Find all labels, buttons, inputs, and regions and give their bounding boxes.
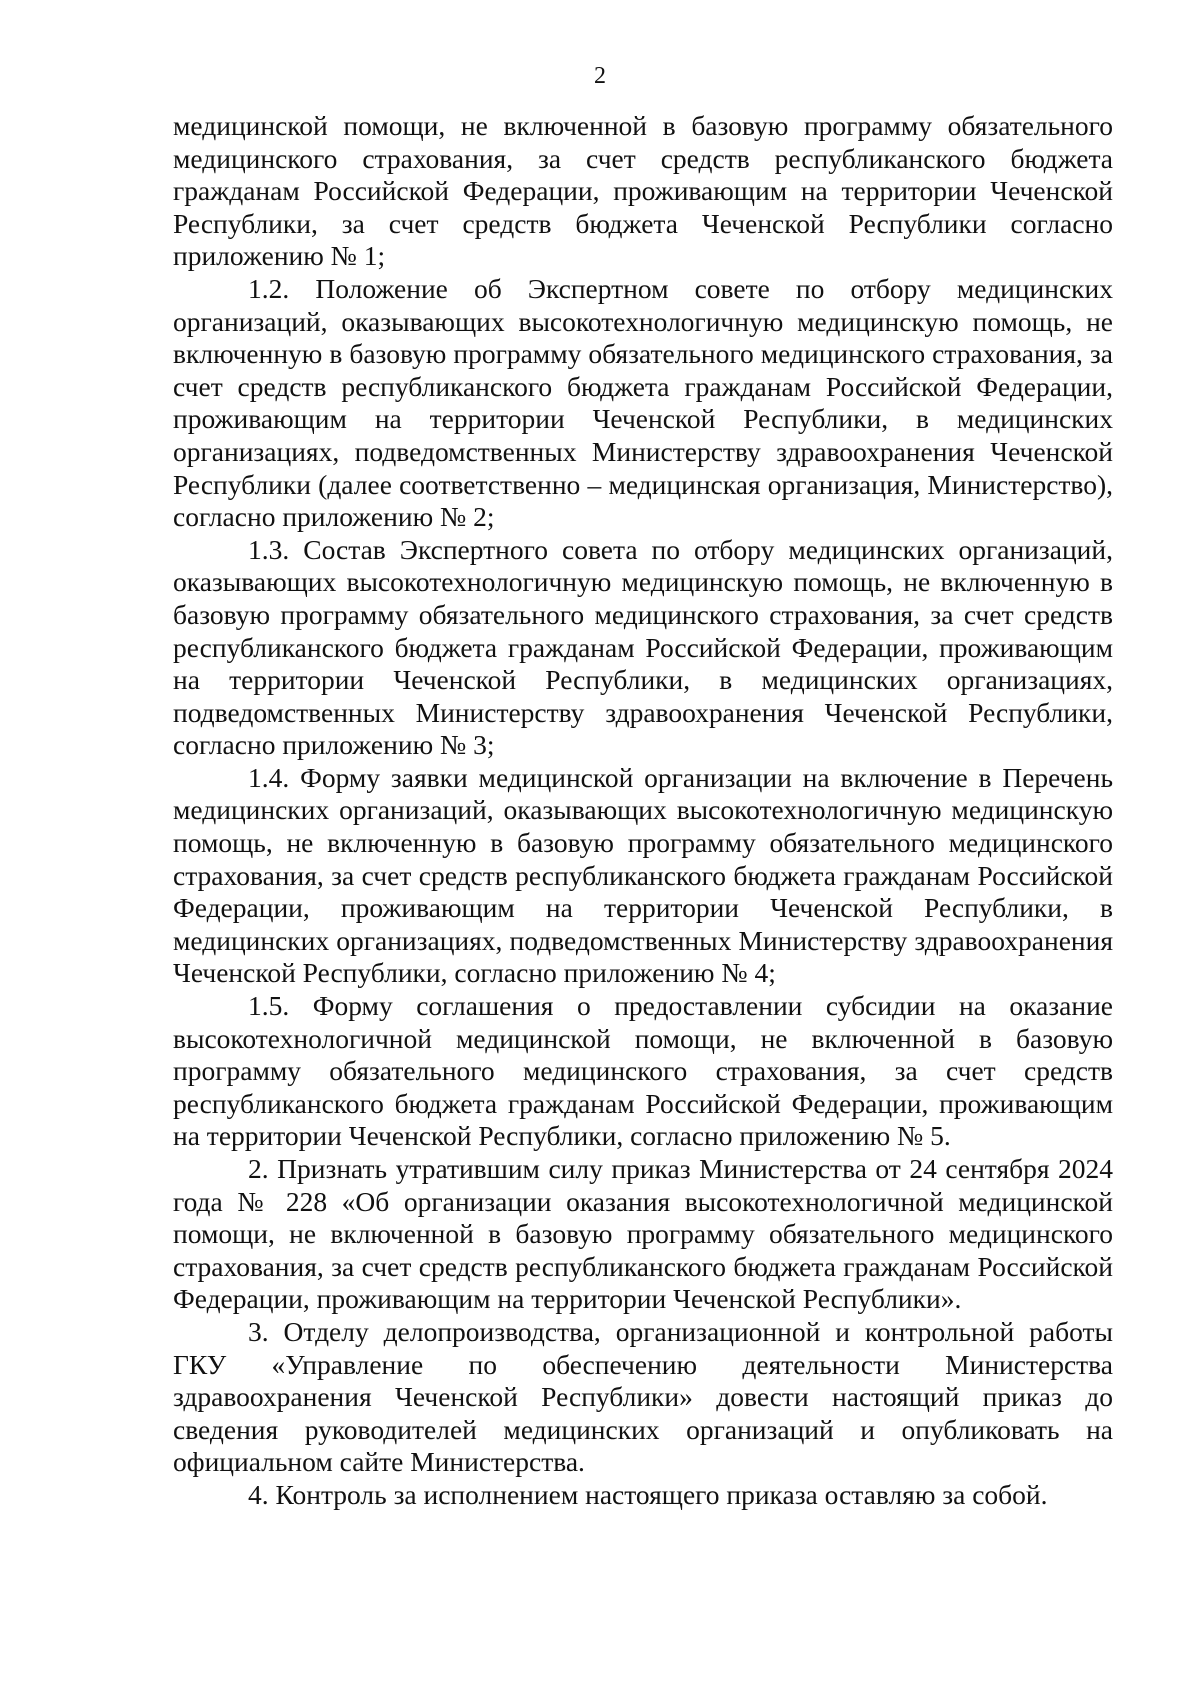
paragraph-2: 2. Признать утратившим силу приказ Министерства от 24 сентября 2024 года № 228 «Об организации оказания высокотехнологичной медицинской помощи, не включенной в базовую программу обязательного медицинского страхования, за счет средств республиканского бюджета гражданам Российской Федерации, проживающим на территории Чеченской Республики».: [173, 1153, 1113, 1315]
paragraph-1-2: 1.2. Положение об Экспертном совете по отбору медицинских организаций, оказывающих высокотехнологичную медицинскую помощь, не включенную в базовую программу обязательного медицинского страхования, за счет средств республиканского бюджета гражданам Российской Федерации, проживающим на территории Чеченской Республики, в медицинских организациях, подведомственных Министерству здравоохранения Чеченской Республики (далее соответственно – медицинская организация, Министерство), согласно приложению № 2;: [173, 272, 1113, 533]
paragraph-continuation: медицинской помощи, не включенной в базовую программу обязательного медицинского страхования, за счет средств республиканского бюджета гражданам Российской Федерации, проживающим на территории Чеченской Республики, за счет средств бюджета Чеченской Республики согласно приложению № 1;: [173, 110, 1113, 272]
document-body: [173, 110, 1113, 1512]
paragraph-1-3: 1.3. Состав Экспертного совета по отбору медицинских организаций, оказывающих высокотехнологичную медицинскую помощь, не включенную в базовую программу обязательного медицинского страхования, за счет средств республиканского бюджета гражданам Российской Федерации, проживающим на территории Чеченской Республики, в медицинских организациях, подведомственных Министерству здравоохранения Чеченской Республики, согласно приложению № 3;: [173, 533, 1113, 761]
paragraph-4: 4. Контроль за исполнением настоящего приказа оставляю за собой.: [248, 1478, 1048, 1510]
paragraph-1-4: 1.4. Форму заявки медицинской организации на включение в Перечень медицинских организаций, оказывающих высокотехнологичную медицинскую помощь, не включенную в базовую программу обязательного медицинского страхования, за счет средств республиканского бюджета гражданам Российской Федерации, проживающим на территории Чеченской Республики, в медицинских организациях, подведомственных Министерству здравоохранения Чеченской Республики, согласно приложению № 4;: [173, 761, 1113, 989]
page-number: 2: [594, 63, 606, 89]
paragraph-3: 3. Отделу делопроизводства, организационной и контрольной работы ГКУ «Управление по обеспечению деятельности Министерства здравоохранения Чеченской Республики» довести настоящий приказ до сведения руководителей медицинских организаций и опубликовать на официальном сайте Министерства.: [173, 1315, 1113, 1478]
paragraph-1-5: 1.5. Форму соглашения о предоставлении субсидии на оказание высокотехнологичной медицинской помощи, не включенной в базовую программу обязательного медицинского страхования, за счет средств республиканского бюджета гражданам Российской Федерации, проживающим на территории Чеченской Республики, согласно приложению № 5.: [173, 990, 1113, 1152]
